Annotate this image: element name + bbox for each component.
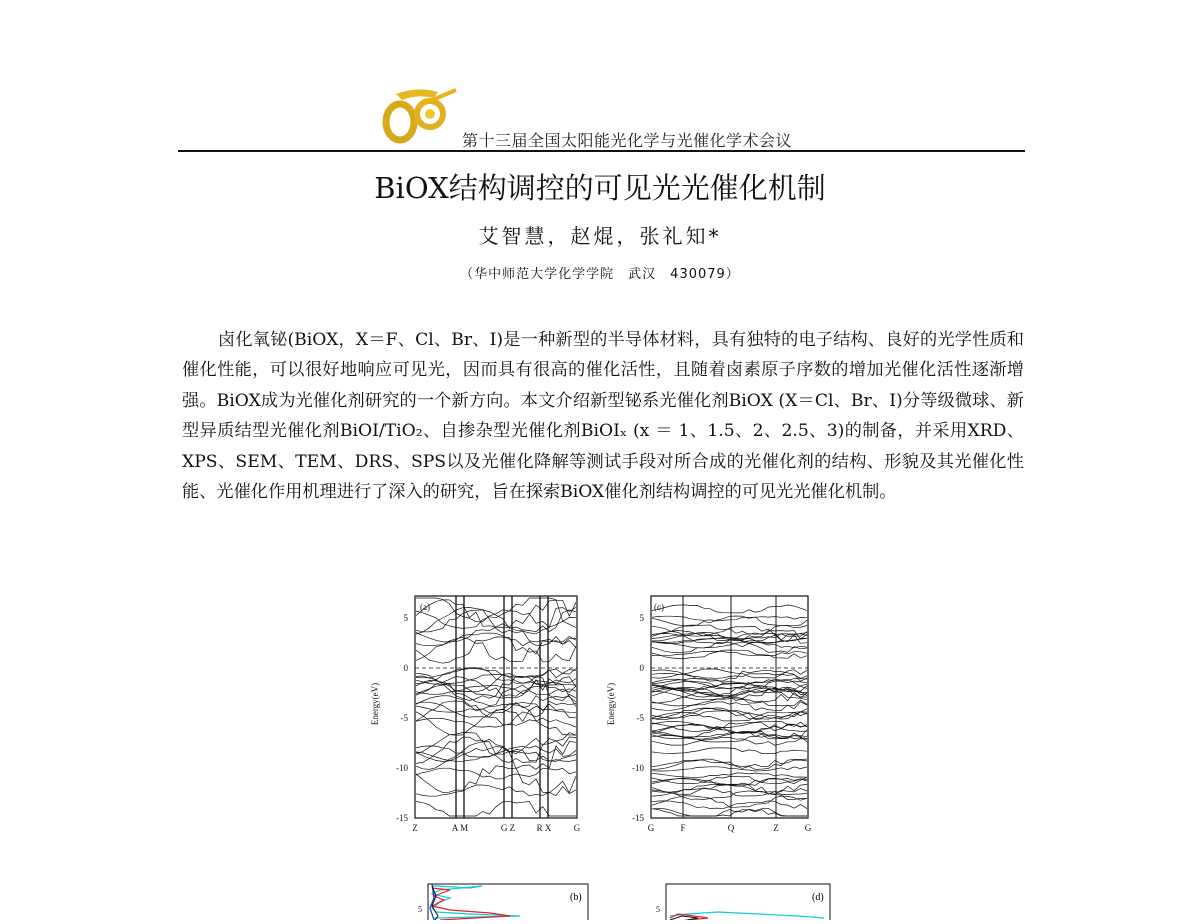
bands-a — [416, 598, 576, 816]
ytick-a-m5: -5 — [400, 713, 408, 723]
band-line — [652, 784, 807, 792]
ytick-c-5: 5 — [639, 613, 644, 623]
panel-label-c: (c) — [654, 602, 664, 612]
abstract-paragraph: 卤化氧铋(BiOX，X＝F、Cl、Br、I)是一种新型的半导体材料，具有独特的电子结构、良好的光学性质和催化性能，可以很好地响应可见光，因而具有很高的催化活性，且随着卤素原子序数的增加光催化活性逐渐增强。BiOX成为光催化剂研究的一个新方向。本文介绍新型铋系光催化剂BiOX (X＝Cl、Br、I)分等级微球、新型异质结型光催化剂BiOI/TiO₂、自掺杂型光催化剂BiOIₓ (x ＝ 1、1.5、2、2.5、3)的制备，并采用XRD、XPS、SEM、TEM、DRS、SPS以及光催化降解等测试手段对所合成的光催化剂的结构、形貌及其光催化性能、光催化作用机理进行了深入的研究，旨在探索BiOX催化剂结构调控的可见光光催化机制。 — [182, 330, 1024, 503]
conference-logo — [378, 84, 460, 144]
panel-label-b: (b) — [570, 892, 582, 903]
paper-title: BiOX结构调控的可见光光催化机制 — [374, 171, 826, 205]
band-line — [416, 733, 576, 754]
xtick-a-5: G — [573, 823, 581, 833]
band-line — [652, 642, 807, 652]
band-line — [652, 625, 807, 635]
dos-plot-b — [410, 878, 600, 920]
xtick-c-1: G — [647, 823, 655, 833]
ytick-c-m15: -15 — [632, 813, 644, 823]
bands-c — [652, 605, 807, 816]
band-line — [652, 725, 807, 733]
dos-plot-d — [648, 878, 838, 920]
band-line — [652, 616, 807, 621]
band-line — [416, 746, 576, 757]
ytick-c-0: 0 — [639, 663, 644, 673]
band-line — [652, 724, 807, 733]
band-line — [416, 633, 576, 646]
figure-band-structure-a — [368, 588, 598, 840]
xtick-a-1: Z — [412, 823, 418, 833]
symmetry-lines-a — [456, 596, 548, 818]
band-line — [416, 718, 576, 727]
xtick-c-5: G — [804, 823, 812, 833]
ytick-a-m15: -15 — [396, 813, 408, 823]
band-line — [652, 778, 807, 786]
ytick-a-0: 0 — [403, 663, 408, 673]
band-line — [652, 801, 807, 809]
band-plot-c — [604, 588, 820, 836]
band-line — [416, 801, 576, 816]
figure-dos-b — [410, 878, 600, 924]
band-line — [652, 767, 807, 771]
paper-affiliation: （华中师范大学化学学院 武汉 430079） — [460, 267, 740, 282]
band-line — [652, 748, 807, 754]
axes-frame-d — [666, 884, 830, 920]
ytick-b-5: 5 — [418, 905, 422, 914]
conference-title: 第十三届全国太阳能光化学与光催化学术会议 — [462, 131, 793, 150]
header-divider — [178, 150, 1025, 152]
ytick-d-5: 5 — [656, 905, 660, 914]
xtick-c-4: Z — [773, 823, 779, 833]
xtick-a-4: R X — [536, 823, 552, 833]
band-plot-a — [368, 588, 598, 836]
band-line — [652, 796, 807, 808]
ylabel-a: Energy(eV) — [370, 682, 380, 726]
band-line — [652, 605, 807, 613]
band-line — [652, 673, 807, 678]
band-line — [416, 742, 576, 770]
band-line — [652, 809, 807, 816]
figure-band-structure-c — [604, 588, 820, 840]
paper-authors: 艾智慧，赵焜，张礼知* — [478, 224, 722, 248]
ytick-c-m5: -5 — [636, 713, 644, 723]
band-line — [416, 768, 576, 779]
xtick-a-3: G Z — [500, 823, 516, 833]
xtick-c-3: Q — [727, 823, 735, 833]
figure-dos-d — [648, 878, 838, 924]
band-line — [416, 685, 576, 694]
ytick-a-5: 5 — [403, 613, 408, 623]
ytick-a-m10: -10 — [396, 763, 408, 773]
panel-label-d: (d) — [812, 892, 824, 903]
band-line — [652, 642, 807, 648]
panel-label-a: (a) — [420, 602, 430, 612]
dos-curve-cyan-b — [432, 886, 520, 918]
band-line — [652, 779, 807, 785]
ytick-c-m10: -10 — [632, 763, 644, 773]
ylabel-c: Energy(eV) — [606, 682, 616, 726]
xtick-a-2: A M — [451, 823, 469, 833]
xtick-c-2: F — [680, 823, 686, 833]
